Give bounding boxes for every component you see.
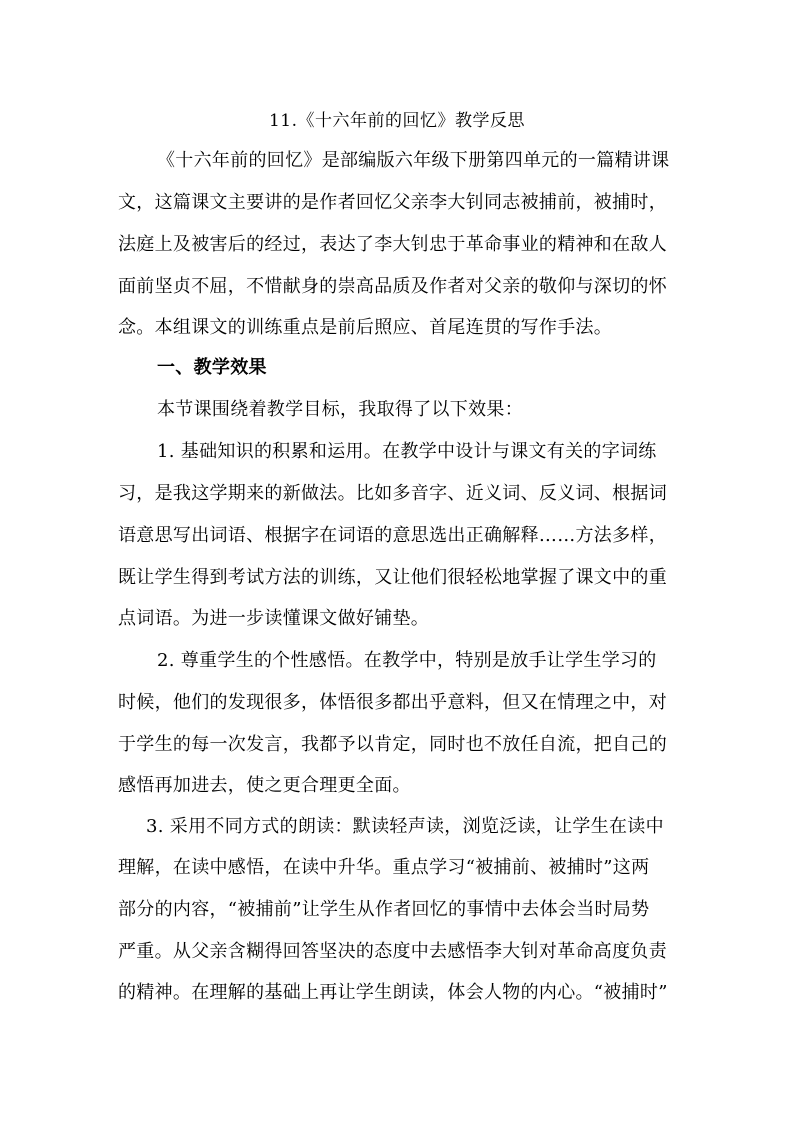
- paragraph-line: 1. 基础知识的积累和运用。在教学中设计与课文有关的字词练: [157, 441, 657, 462]
- paragraph-line: 3. 采用不同方式的朗读：默读轻声读，浏览泛读，让学生在读中: [146, 816, 664, 837]
- paragraph-line: 《十六年前的回忆》是部编版六年级下册第四单元的一篇精讲课: [157, 150, 670, 171]
- paragraph-line: 法庭上及被害后的经过，表达了李大钊忠于革命事业的精神和在敌人: [118, 234, 667, 255]
- paragraph-line: 点词语。为进一步读懂课文做好铺垫。: [118, 608, 430, 629]
- paragraph-line: 于学生的每一次发言，我都予以肯定，同时也不放任自流，把自己的: [118, 734, 667, 755]
- paragraph-line: 念。本组课文的训练重点是前后照应、首尾连贯的写作手法。: [118, 317, 613, 338]
- section-heading: 一、教学效果: [157, 357, 267, 378]
- paragraph-line: 理解，在读中感悟，在读中升华。重点学习“被捕前、被捕时”这两: [118, 857, 650, 878]
- paragraph-line: 面前坚贞不屈，不惜献身的崇高品质及作者对父亲的敬仰与深切的怀: [118, 276, 667, 297]
- paragraph-line: 既让学生得到考试方法的训练，又让他们很轻松地掌握了课文中的重: [118, 567, 667, 588]
- paragraph-line: 2. 尊重学生的个性感悟。在教学中，特别是放手让学生学习的: [157, 650, 657, 671]
- paragraph-line: 感悟再加进去，使之更合理更全面。: [118, 775, 411, 796]
- document-title: 11.《十六年前的回忆》教学反思: [268, 111, 526, 131]
- paragraph-line: 语意思写出词语、根据字在词语的意思选出正确解释……方法多样，: [118, 525, 667, 546]
- paragraph-line: 部分的内容，“被捕前”让学生从作者回忆的事情中去体会当时局势: [118, 899, 650, 920]
- paragraph-line: 的精神。在理解的基础上再让学生朗读，体会人物的内心。“被捕时”: [118, 982, 668, 1003]
- paragraph-line: 习，是我这学期来的新做法。比如多音字、近义词、反义词、根据词: [118, 483, 667, 504]
- paragraph-line: 本节课围绕着教学目标，我取得了以下效果：: [157, 399, 523, 420]
- paragraph-line: 时候，他们的发现很多，体悟很多都出乎意料，但又在情理之中，对: [118, 692, 667, 713]
- paragraph-line: 严重。从父亲含糊得回答坚决的态度中去感悟李大钊对革命高度负责: [118, 941, 667, 962]
- paragraph-line: 文，这篇课文主要讲的是作者回忆父亲李大钊同志被捕前，被捕时，: [118, 192, 667, 213]
